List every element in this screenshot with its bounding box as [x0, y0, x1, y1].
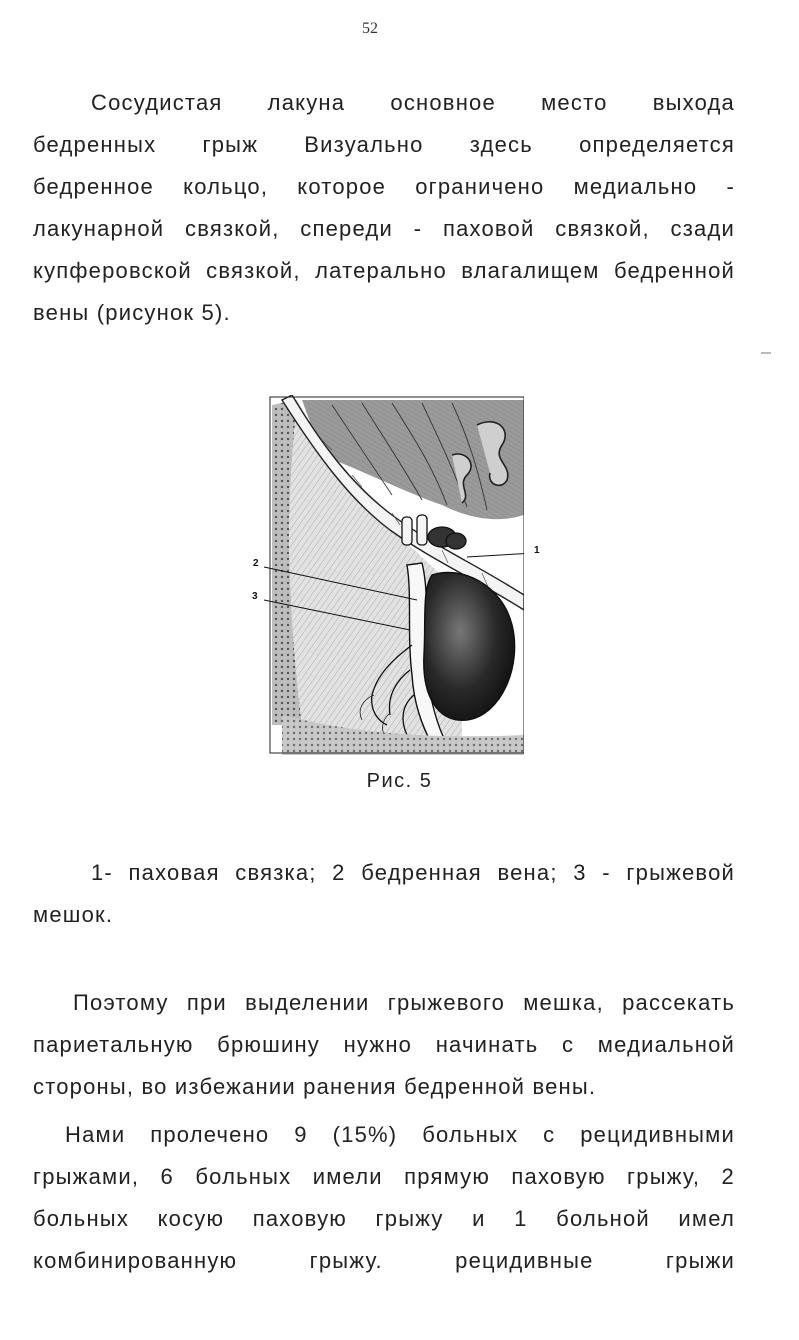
- text-line: бедренных грыж Визуально здесь определяется: [33, 132, 735, 157]
- text-line: комбинированную грыжу. рецидивные грыжи: [33, 1248, 735, 1273]
- text-line: грыжами, 6 больных имели прямую паховую грыжу, 2: [33, 1164, 735, 1189]
- paragraph-results: [33, 1114, 735, 1282]
- paragraph-dissection: [33, 982, 735, 1108]
- text-line: Поэтому при выделении грыжевого мешка, рассекать: [73, 990, 735, 1015]
- figure-caption: Рис. 5: [366, 770, 433, 792]
- text-line: вены (рисунок 5).: [33, 300, 231, 325]
- text-line: купферовской связкой, латерально влагалищем бедренной: [33, 258, 735, 283]
- text-line: Сосудистая лакуна основное место выхода: [91, 90, 735, 115]
- text-line: 1- паховая связка; 2 бедренная вена; 3 - грыжевой: [91, 860, 735, 885]
- figure-label-1: 1: [534, 545, 540, 556]
- figure-legend: [33, 852, 735, 936]
- text-line: бедренное кольцо, которое ограничено медиально -: [33, 174, 735, 199]
- femoral-hernia-illustration: [262, 395, 524, 755]
- text-line: Нами пролечено 9 (15%) больных с рецидивными: [65, 1122, 735, 1147]
- scan-artifact: [761, 352, 771, 354]
- text-line: больных косую паховую грыжу и 1 больной имел: [33, 1206, 735, 1231]
- text-line: париетальную брюшину нужно начинать с медиальной: [33, 1032, 735, 1057]
- paragraph-intro: [33, 82, 735, 334]
- text-line: лакунарной связкой, спереди - паховой связкой, сзади: [33, 216, 735, 241]
- page-number: 52: [362, 20, 378, 37]
- text-line: мешок.: [33, 902, 114, 927]
- text-line: стороны, во избежании ранения бедренной вены.: [33, 1074, 597, 1099]
- anatomical-figure: [252, 395, 540, 755]
- figure-label-3: 3: [252, 591, 258, 602]
- figure-label-2: 2: [253, 558, 259, 569]
